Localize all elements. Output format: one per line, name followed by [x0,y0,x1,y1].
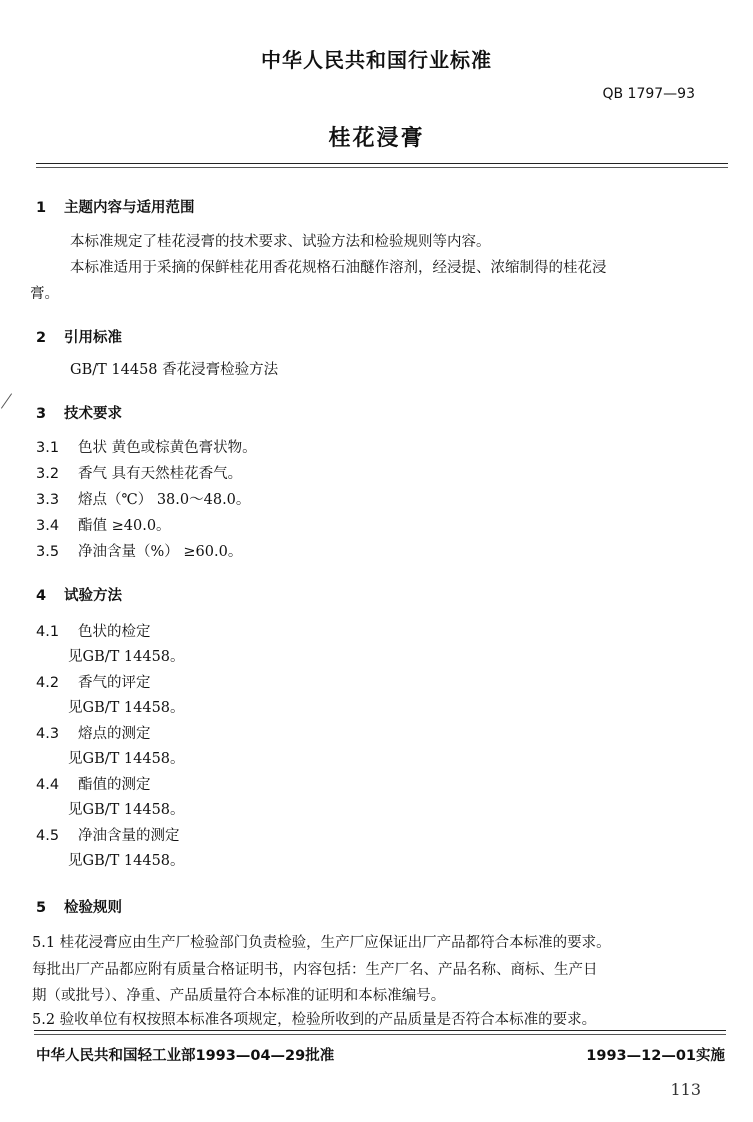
section-number: 4 [36,588,47,604]
rule-paragraph: 每批出厂产品都应附有质量合格证明书，内容包括：生产厂名、产品名称、商标、生产日 [32,962,598,978]
method-item: 4.2 香气的评定 [36,675,151,691]
header-rule-thin [36,167,728,168]
requirement-item: 3.2 香气 具有天然桂花香气。 [36,466,243,482]
section-title: 主题内容与适用范围 [64,200,195,216]
rule-paragraph: 5.1 桂花浸膏应由生产厂检验部门负责检验，生产厂应保证出厂产品都符合本标准的要求。 [32,935,611,951]
section-2-heading [36,326,122,347]
section-1-heading [36,196,195,217]
method-reference: 见GB/T 14458。 [68,802,185,818]
paragraph: 本标准规定了桂花浸膏的技术要求、试验方法和检验规则等内容。 [70,234,491,250]
reference-standard: GB/T 14458 香花浸膏检验方法 [70,362,279,378]
method-reference: 见GB/T 14458。 [68,700,185,716]
method-item: 4.1 色状的检定 [36,624,151,640]
scan-mark [1,393,12,408]
method-item: 4.4 酯值的测定 [36,777,151,793]
section-number: 2 [36,330,47,346]
document-org-header: 中华人民共和国行业标准 [261,48,492,72]
requirement-item: 3.3 熔点（℃） 38.0～48.0。 [36,492,251,508]
section-5-heading [36,896,122,917]
effective-date: 1993—12—01实施 [586,1048,725,1064]
rule-paragraph: 5.2 验收单位有权按照本标准各项规定，检验所收到的产品质量是否符合本标准的要求。 [32,1012,597,1028]
footer-rule-thin [34,1034,726,1035]
requirement-item: 3.4 酯值 ≥40.0。 [36,518,171,534]
section-title: 技术要求 [64,406,122,422]
paragraph-continuation: 膏。 [30,286,59,302]
requirement-item: 3.1 色状 黄色或棕黄色膏状物。 [36,440,257,456]
approval-date: 中华人民共和国轻工业部1993—04—29批准 [36,1048,335,1064]
section-title: 试验方法 [64,588,122,604]
method-reference: 见GB/T 14458。 [68,751,185,767]
section-4-heading [36,584,122,605]
section-number: 1 [36,200,47,216]
standard-code: QB 1797—93 [602,86,695,102]
section-title: 引用标准 [64,330,122,346]
header-rule [36,163,728,164]
document-title: 桂花浸膏 [328,126,425,151]
section-3-heading [36,402,122,423]
section-title: 检验规则 [64,900,122,916]
method-item: 4.3 熔点的测定 [36,726,151,742]
requirement-item: 3.5 净油含量（%） ≥60.0。 [36,544,243,560]
method-reference: 见GB/T 14458。 [68,853,185,869]
section-number: 3 [36,406,47,422]
rule-paragraph: 期（或批号）、净重、产品质量符合本标准的证明和本标准编号。 [32,988,446,1004]
section-number: 5 [36,900,47,916]
method-item: 4.5 净油含量的测定 [36,828,180,844]
paragraph: 本标准适用于采摘的保鲜桂花用香花规格石油醚作溶剂，经浸提、浓缩制得的桂花浸 [70,260,607,276]
page-number: 113 [670,1080,701,1099]
method-reference: 见GB/T 14458。 [68,649,185,665]
footer-rule [34,1030,726,1031]
